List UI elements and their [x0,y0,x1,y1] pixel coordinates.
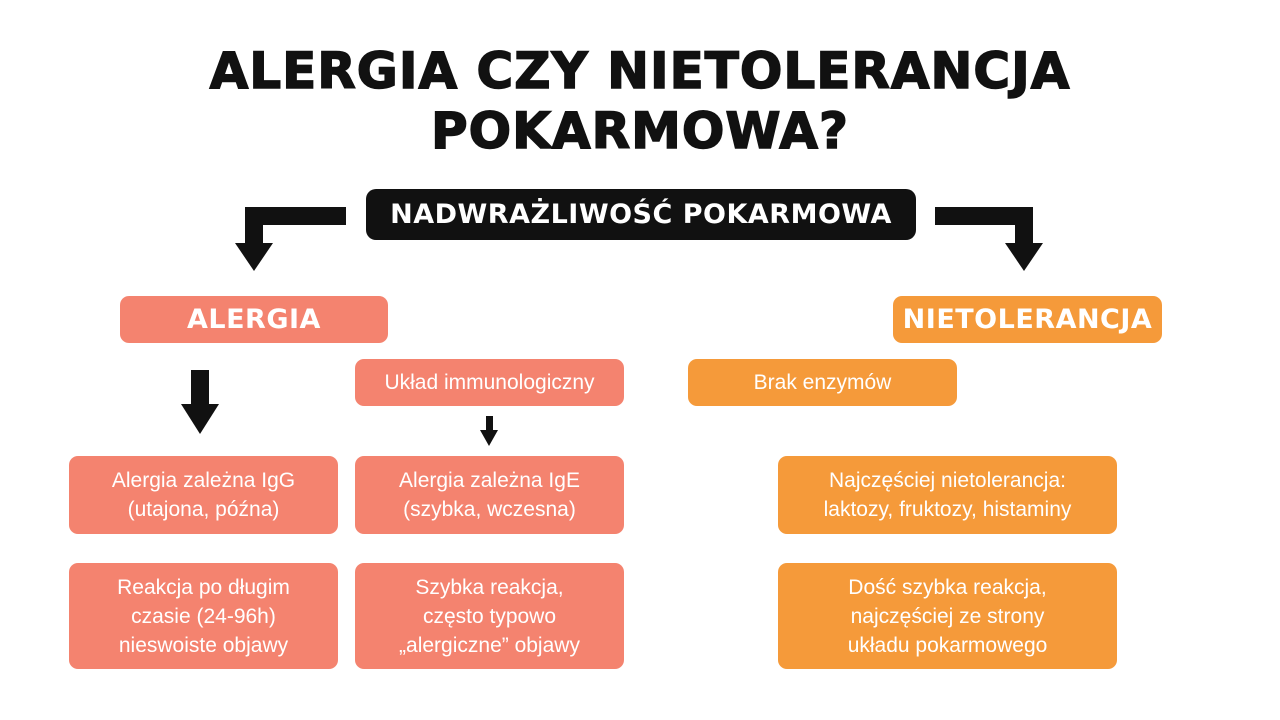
igg-reaction-label: Reakcja po długim czasie (24-96h) nieswoiste objawy [117,575,290,657]
intolerance-reaction-label: Dość szybka reakcja, najczęściej ze strony układu pokarmowego [847,575,1048,657]
common-intolerances-box [778,456,1117,534]
root-node-label: NADWRAŻLIWOŚĆ POKARMOWA [390,199,892,230]
arrow-alergia-down [181,370,219,434]
nietolerancja-heading-label: NIETOLERANCJA [902,304,1153,335]
ige-allergy-label: Alergia zależna IgE (szybka, wczesna) [399,469,580,521]
enzyme-deficiency-label: Brak enzymów [753,370,892,394]
ige-reaction-label: Szybka reakcja, często typowo „alergiczne” objawy [399,575,580,657]
arrow-root-to-alergia [235,207,346,271]
enzyme-deficiency-box [688,359,957,406]
ige-reaction-box [355,563,624,669]
arrow-root-to-nietolerancja [935,207,1043,271]
alergia-heading-box [120,296,388,343]
igg-reaction-box [69,563,338,669]
igg-allergy-label: Alergia zależna IgG (utajona, późna) [111,469,296,521]
ige-allergy-box [355,456,624,534]
igg-allergy-box [69,456,338,534]
immune-system-label: Układ immunologiczny [384,370,595,394]
alergia-heading-label: ALERGIA [187,304,321,335]
nietolerancja-heading-box [893,296,1162,343]
arrow-uklad-down [480,416,498,446]
diagram-title-line-1: ALERGIA CZY NIETOLERANCJA [209,42,1071,100]
intolerance-reaction-box [778,563,1117,669]
root-node-box [366,189,916,240]
diagram-title-line-2: POKARMOWA? [431,102,849,160]
immune-system-box [355,359,624,406]
common-intolerances-label: Najczęściej nietolerancja: laktozy, fruktozy, histaminy [823,469,1072,521]
